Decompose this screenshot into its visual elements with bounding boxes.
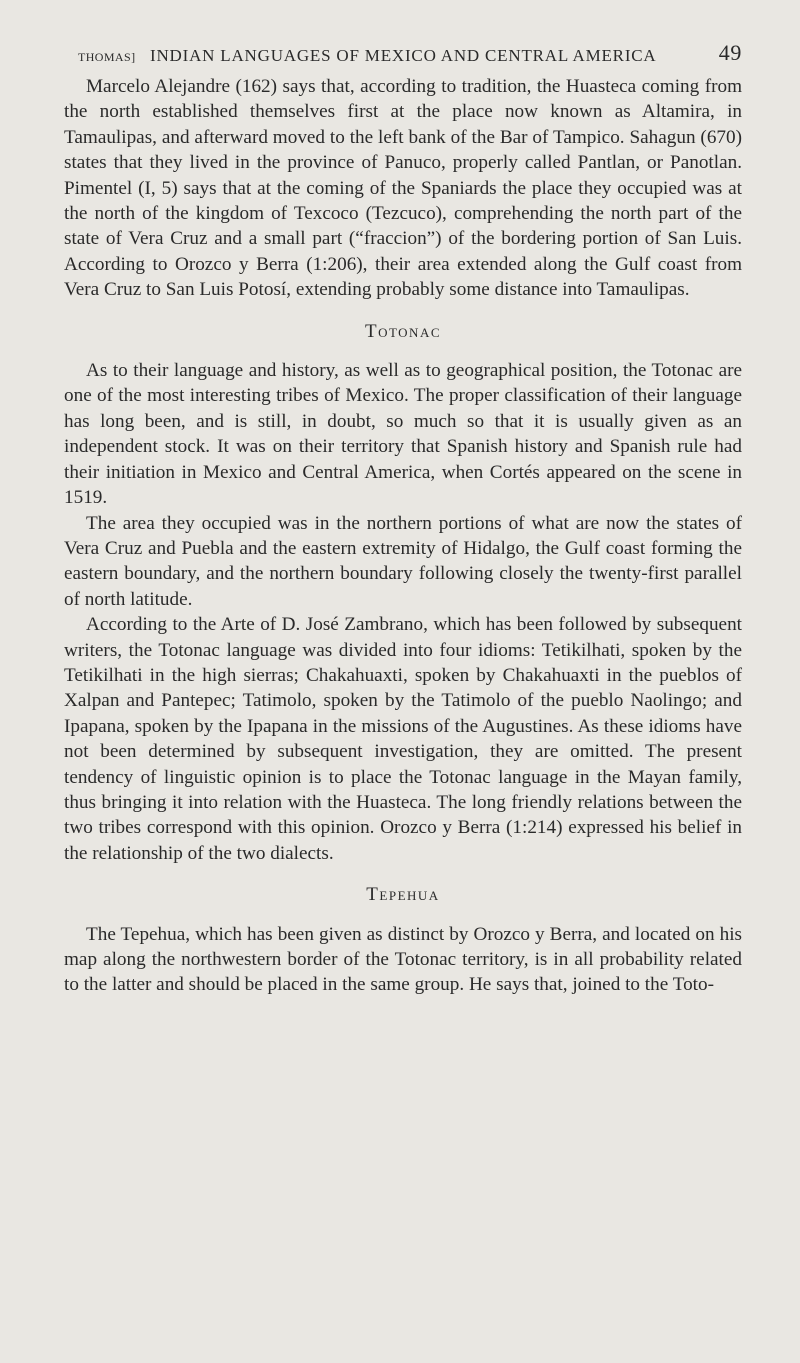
running-head-author: THOMAS] [78, 50, 136, 64]
paragraph: Marcelo Alejandre (162) says that, according to tradition, the Huasteca coming from the north established themselves first at the place now known as Altamira, in Tamaulipas, and afterward moved to the left bank of the Bar of Tampico. Sahagun (670) states that they lived in the province of Panuco, properly called Pantlan, or Panotlan. Pimentel (I, 5) says that at the coming of the Spaniards the place they occupied was at the north of the kingdom of Texcoco (Tezcuco), comprehending the north part of the state of Vera Cruz and a small part (“fraccion”) of the bordering portion of San Luis. According to Orozco y Berra (1:206), their area extended along the Gulf coast from Vera Cruz to San Luis Potosí, extending probably some distance into Tamaulipas. [64, 76, 742, 301]
page-number: 49 [718, 40, 742, 65]
body-text [64, 74, 742, 998]
section-heading-totonac: Totonac [364, 320, 442, 342]
paragraph: As to their language and history, as well as to geographical position, the Totonac are one of the most interesting tribes of Mexico. The proper classification of their language has long been, and is still, in doubt, so much so that it is usually given as an independent stock. It was on their territory that Spanish history and Spanish rule had their initiation in Mexico and Central America, when Cortés appeared on the scene in 1519. [64, 360, 742, 509]
running-head-title: INDIAN LANGUAGES OF MEXICO AND CENTRAL AMERICA [150, 46, 657, 65]
paragraph: The area they occupied was in the northern portions of what are now the states of Vera Cruz and Puebla and the eastern extremity of Hidalgo, the Gulf coast forming the eastern boundary, and the northern boundary following closely the twenty-first parallel of north latitude. [64, 512, 742, 610]
paragraph: According to the Arte of D. José Zambrano, which has been followed by subsequent writers, the Totonac language was divided into four idioms: Tetikilhati, spoken by the Tetikilhati in the high sierras; Chakahuaxti, spoken by Chakahuaxti in the pueblos of Xalpan and Pantepec; Tatimolo, spoken by the Tatimolo of the pueblo Naolingo; and Ipapana, spoken by the Ipapana in the missions of the Augustines. As these idioms have not been determined by subsequent investigation, they are omitted. The present tendency of linguistic opinion is to place the Totonac language in the Mayan family, thus bringing it into relation with the Huasteca. The long friendly relations between the two tribes correspond with this opinion. Orozco y Berra (1:214) expressed his belief in the relationship of the two dialects. [64, 614, 742, 864]
running-head [64, 38, 742, 74]
paragraph: The Tepehua, which has been given as distinct by Orozco y Berra, and located on his map along the northwestern border of the Totonac territory, is in all probability related to the latter and should be placed in the same group. He says that, joined to the Toto- [64, 923, 742, 996]
section-heading-tepehua: Tepehua [366, 884, 440, 906]
